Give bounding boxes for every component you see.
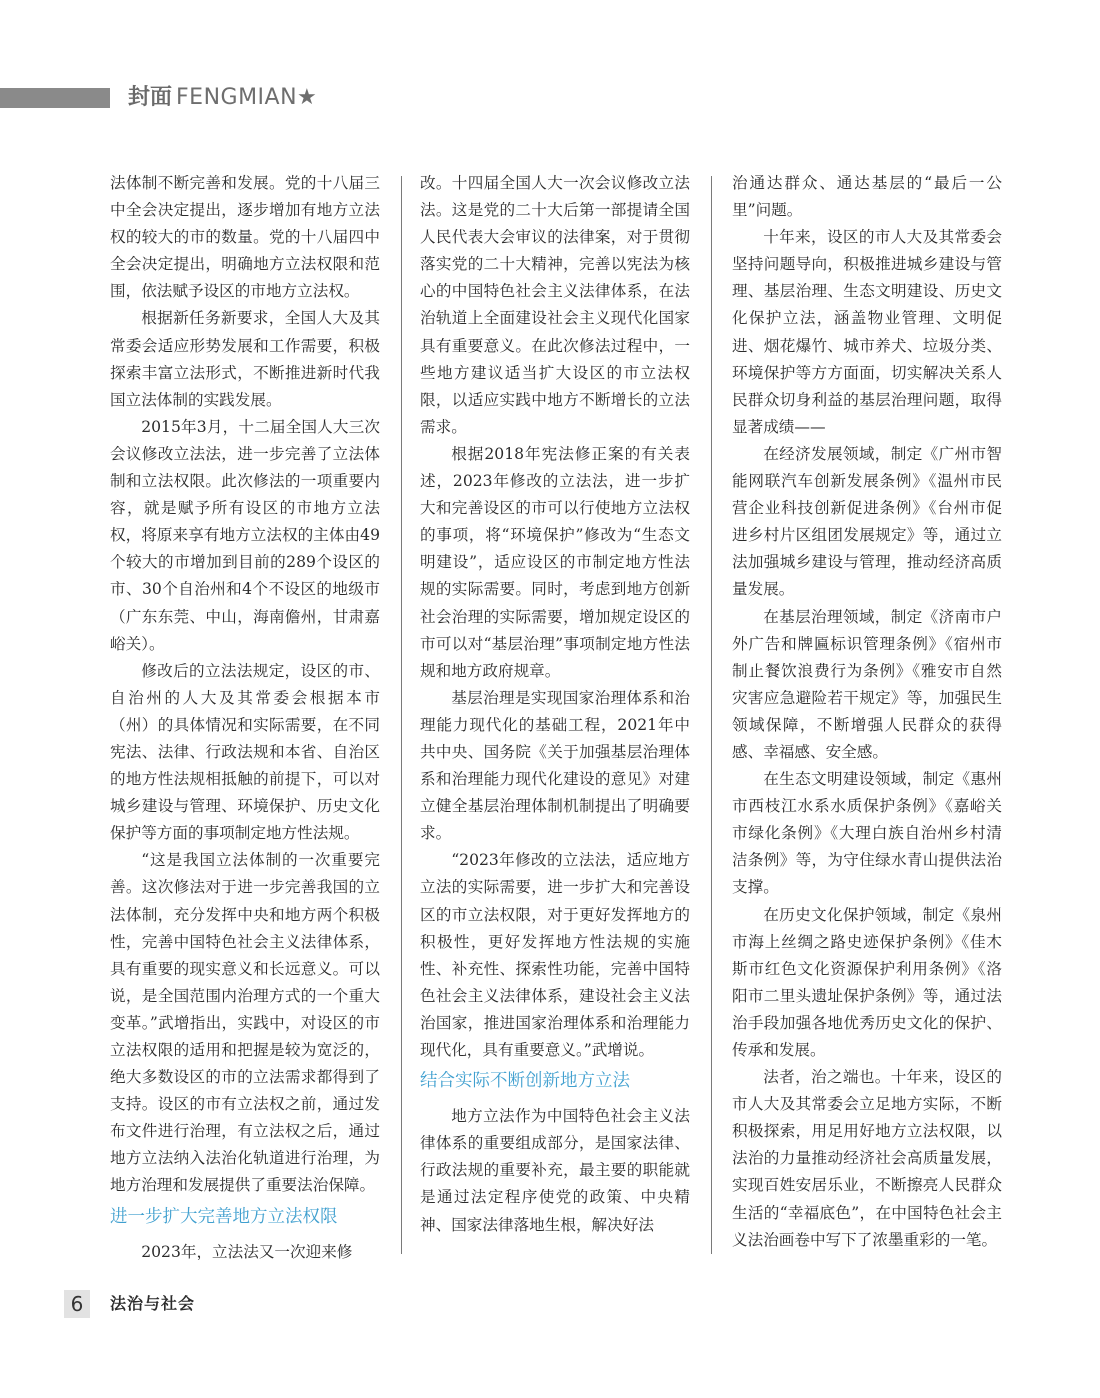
paragraph: 改。十四届全国人大一次会议修改立法法。这是党的二十大后第一部提请全国人民代表大会审议的法律案，对于贯彻落实党的二十大精神，完善以宪法为核心的中国特色社会主义法律体系，在法治轨道上全面建设社会主义现代化国家具有重要意义。在此次修法过程中，一些地方建议适当扩大设区的市立法权限，以适应实践中地方不断增长的立法需求。: [420, 174, 690, 436]
section-title-en: FENGMIAN★: [176, 85, 318, 110]
paragraph: 治通达群众、通达基层的“最后一公里”问题。: [732, 174, 1002, 220]
paragraph: 法体制不断完善和发展。党的十八届三中全会决定提出，逐步增加有地方立法权的较大的市的数量。党的十八届四中全会决定提出，明确地方立法权限和范围，依法赋予设区的市地方立法权。: [110, 174, 380, 301]
paragraph: 在经济发展领域，制定《广州市智能网联汽车创新发展条例》《温州市民营企业科技创新促进条例》《台州市促进乡村片区组团发展规定》等，通过立法加强城乡建设与管理，推动经济高质量发展。: [732, 444, 1002, 599]
paragraph: 修改后的立法法规定，设区的市、自治州的人大及其常委会根据本市（州）的具体情况和实际需要，在不同宪法、法律、行政法规和本省、自治区的地方性法规相抵触的前提下，可以对城乡建设与管理、环境保护、历史文化保护等方面的事项制定地方性法规。: [110, 661, 380, 843]
paragraph: 在历史文化保护领域，制定《泉州市海上丝绸之路史迹保护条例》《佳木斯市红色文化资源保护利用条例》《洛阳市二里头遗址保护条例》等，通过法治手段加强各地优秀历史文化的保护、传承和发展。: [732, 905, 1002, 1059]
column-divider: [401, 176, 402, 1254]
paragraph: 2023年，立法法又一次迎来修: [141, 1242, 353, 1260]
paragraph: 2015年3月，十二届全国人大三次会议修改立法法，进一步完善了立法体制和立法权限。此次修法的一项重要内容，就是赋予所有设区的市地方立法权，将原来享有地方立法权的主体由49个较大的市增加到目前的289个设区的市、30个自治州和4个不设区的地级市（广东东莞、中山，海南儋州，甘肃嘉峪关）。: [110, 417, 380, 653]
section-title-cn: 封面: [128, 85, 173, 110]
paragraph: “2023年修改的立法法，适应地方立法的实际需要，进一步扩大和完善设区的市立法权限，对于更好发挥地方的积极性，更好发挥地方性法规的实施性、补充性、探索性功能，完善中国特色社会主义法律体系，建设社会主义法治国家，推进国家治理体系和治理能力现代化，具有重要意义。”武增说。: [420, 851, 690, 1059]
paragraph: 根据新任务新要求，全国人大及其常委会适应形势发展和工作需要，积极探索丰富立法形式，不断推进新时代我国立法体制的实践发展。: [110, 309, 380, 409]
paragraph: 在生态文明建设领域，制定《惠州市西枝江水系水质保护条例》《嘉峪关市绿化条例》《大理白族自治州乡村清洁条例》等，为守住绿水青山提供法治支撑。: [732, 770, 1002, 897]
column-divider: [711, 176, 712, 1254]
section-label: [128, 84, 317, 112]
paragraph: 基层治理是实现国家治理体系和治理能力现代化的基础工程，2021年中共中央、国务院《关于加强基层治理体系和治理能力现代化建设的意见》对建立健全基层治理体制机制提出了明确要求。: [420, 688, 690, 843]
paragraph: 法者，治之端也。十年来，设区的市人大及其常委会立足地方实际，不断积极探索，用足用好地方立法权限，以法治的力量推动经济社会高质量发展，实现百姓安居乐业，不断擦亮人民群众生活的“幸福底色”，在中国特色社会主义法治画卷中写下了浓墨重彩的一笔。: [732, 1068, 1002, 1249]
paragraph: “这是我国立法体制的一次重要完善。这次修法对于进一步完善我国的立法体制，充分发挥中央和地方两个积极性，完善中国特色社会主义法律体系，具有重要的现实意义和长远意义。可以说，是全国范围内治理方式的一个重大变革。”武增指出，实践中，对设区的市立法权限的适用和把握是较为宽泛的，绝大多数设区的市的立法需求都得到了支持。设区的市有立法权之前，通过发布文件进行治理，有立法权之后，通过地方立法纳入法治化轨道进行治理，为地方治理和发展提供了重要法治保障。: [110, 851, 380, 1195]
article-column-3: [732, 170, 1002, 1260]
section-heading: 进一步扩大完善地方立法权限: [110, 1206, 338, 1227]
paragraph: 地方立法作为中国特色社会主义法律体系的重要组成部分，是国家法律、行政法规的重要补充，最主要的职能就是通过法定程序使党的政策、中央精神、国家法律落地生根，解决好法: [420, 1107, 690, 1234]
section-heading: 结合实际不断创新地方立法: [420, 1071, 630, 1092]
paragraph: 根据2018年宪法修正案的有关表述，2023年修改的立法法，进一步扩大和完善设区的市可以行使地方立法权的事项，将“环境保护”修改为“生态文明建设”，适应设区的市制定地方性法规的实际需要。同时，考虑到地方创新社会治理的实际需要，增加规定设区的市可以对“基层治理”事项制定地方性法规和地方政府规章。: [420, 444, 690, 680]
paragraph: 在基层治理领域，制定《济南市户外广告和牌匾标识管理条例》《宿州市制止餐饮浪费行为条例》《雅安市自然灾害应急避险若干规定》等，加强民生领域保障，不断增强人民群众的获得感、幸福感、安全感。: [732, 607, 1002, 761]
publication-name: 法治与社会: [110, 1294, 196, 1313]
paragraph: 十年来，设区的市人大及其常委会坚持问题导向，积极推进城乡建设与管理、基层治理、生态文明建设、历史文化保护立法，涵盖物业管理、文明促进、烟花爆竹、城市养犬、垃圾分类、环境保护等方方面面，切实解决关系人民群众切身利益的基层治理问题，取得显著成绩——: [732, 228, 1002, 436]
page-number: 6: [64, 1290, 90, 1318]
article-column-2: [420, 170, 690, 1260]
article-column-1: [110, 170, 380, 1260]
header-accent-bar: [0, 88, 110, 108]
